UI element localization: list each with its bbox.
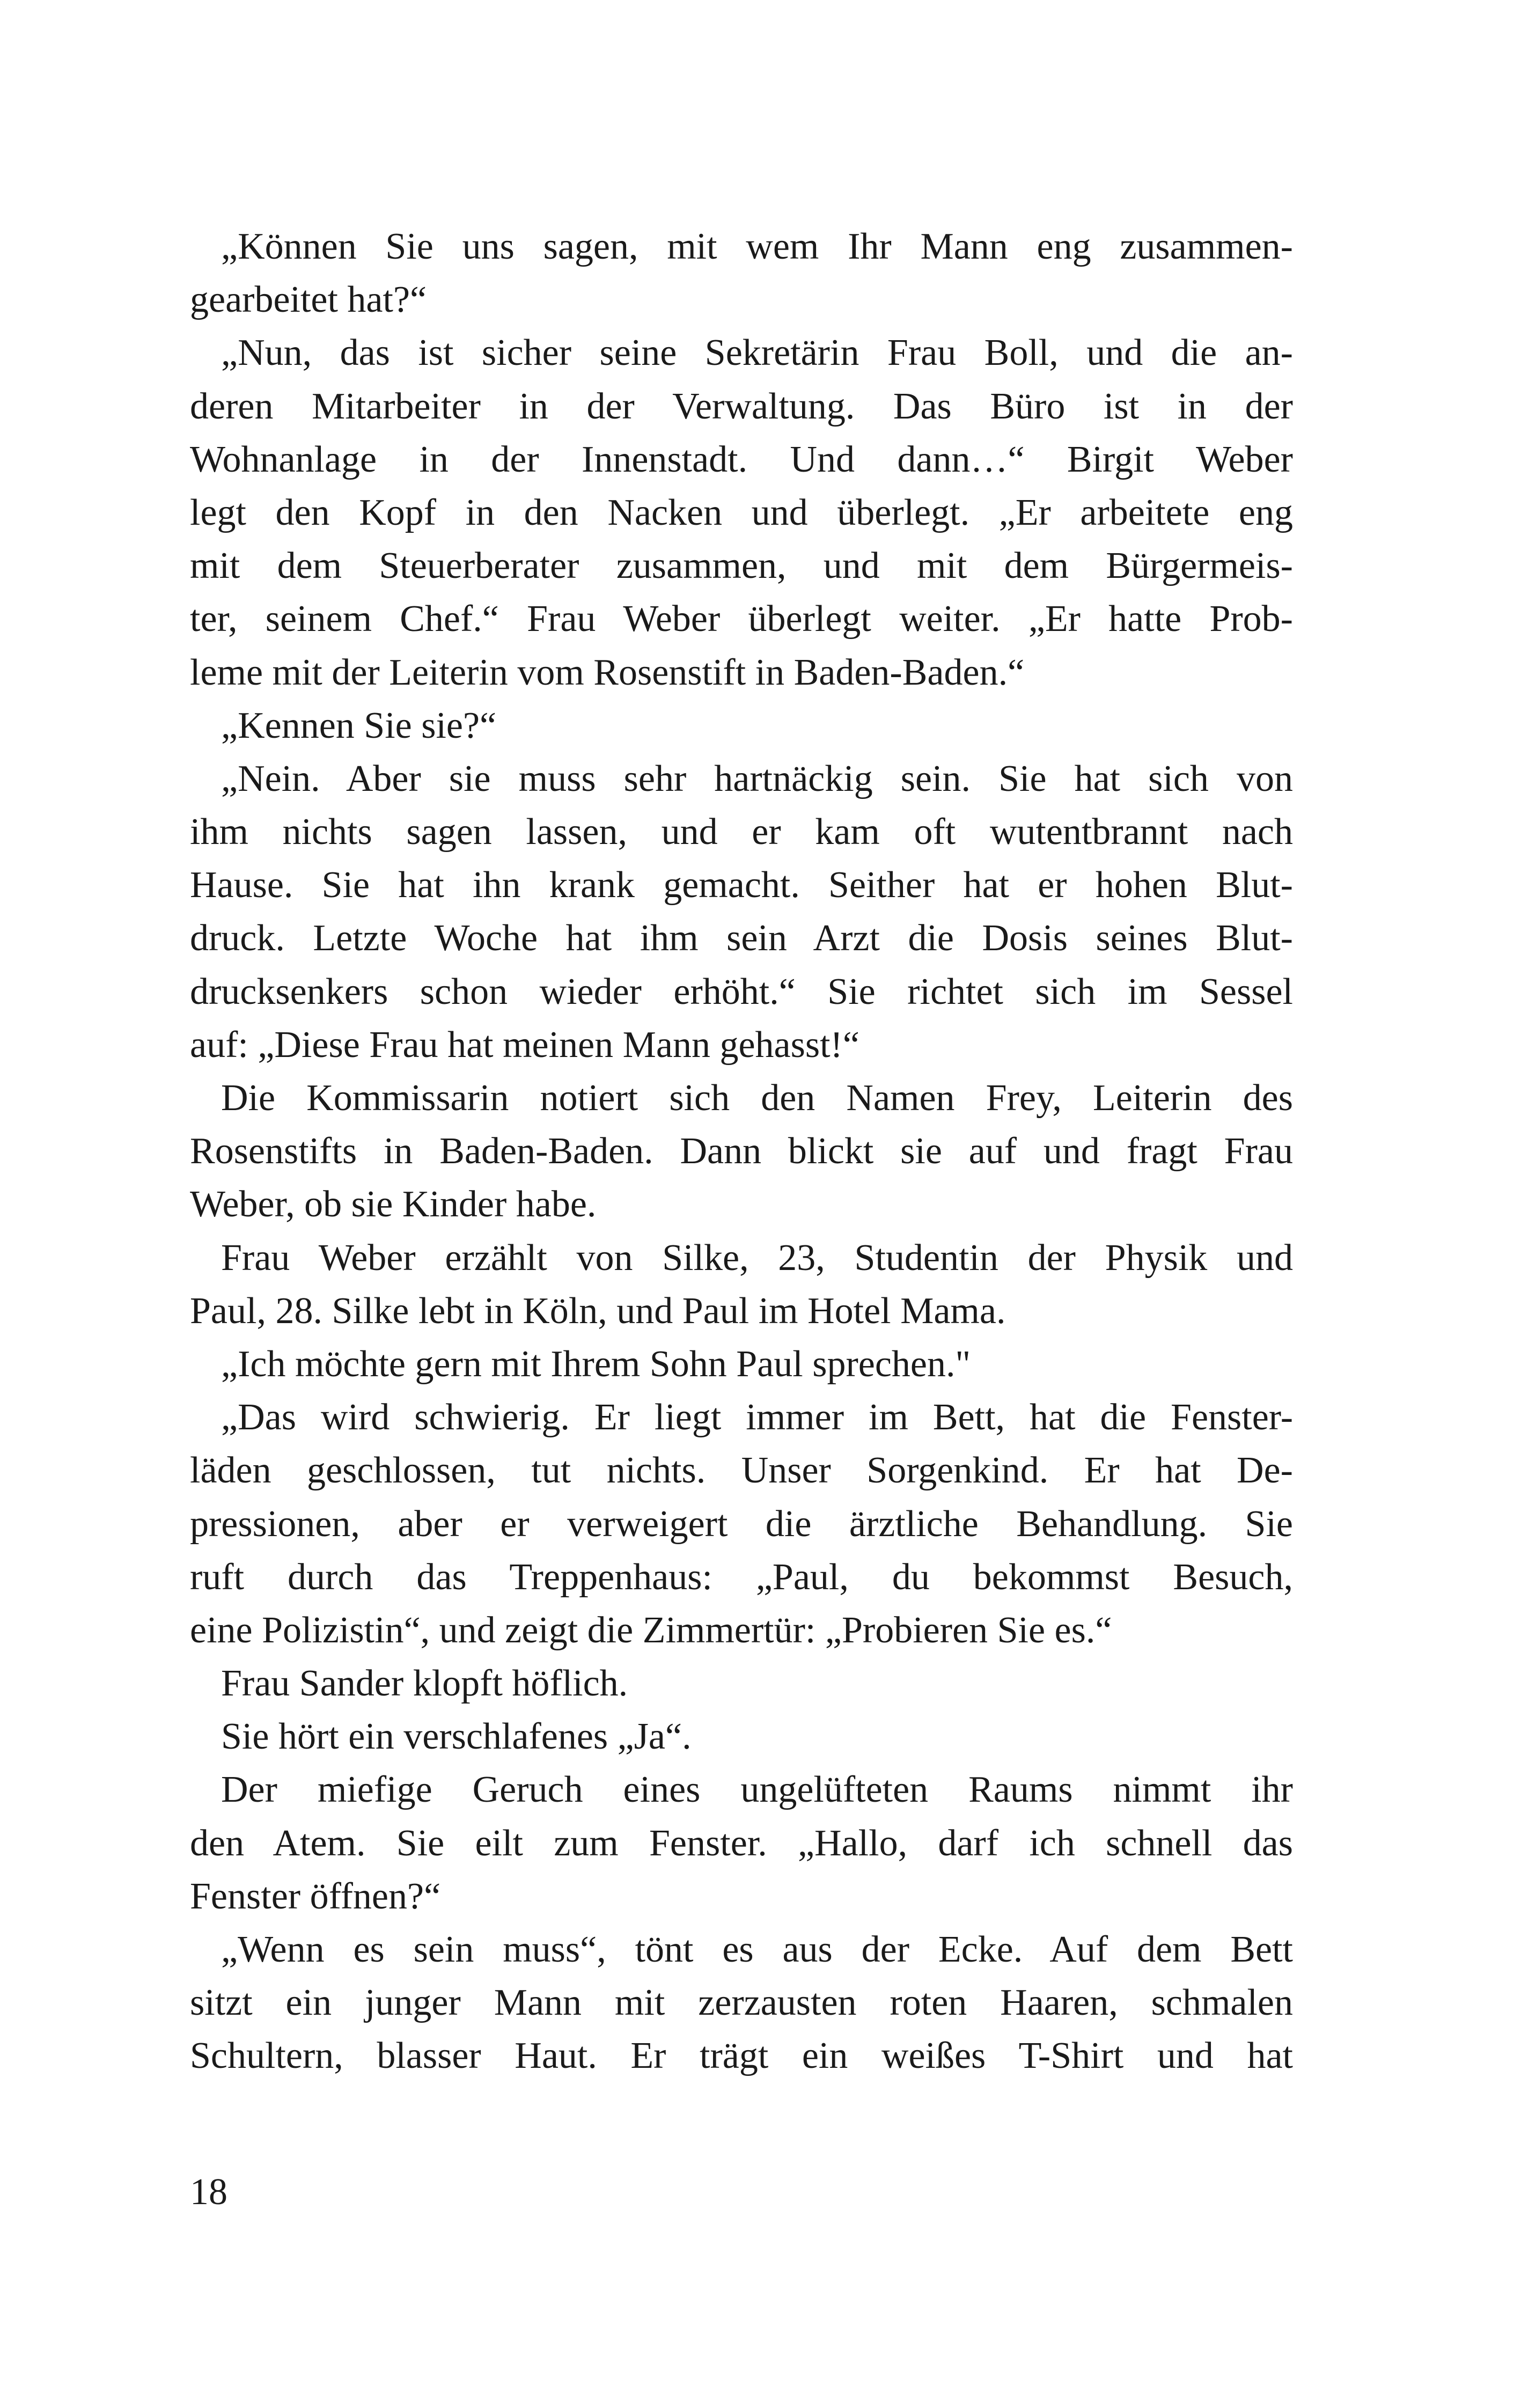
text-line: Rosenstifts in Baden-Baden. Dann blickt sie auf und fragt Frau: [190, 1130, 1293, 1172]
text-line: druck. Letzte Woche hat ihm sein Arzt die Dosis seines Blut-: [190, 917, 1293, 959]
text-line: „Ich möchte gern mit Ihrem Sohn Paul sprechen.": [221, 1343, 971, 1385]
text-line: Wohnanlage in der Innenstadt. Und dann…“ Birgit Weber: [190, 438, 1293, 480]
text-line: „Das wird schwierig. Er liegt immer im Bett, hat die Fenster-: [221, 1397, 1293, 1438]
text-line: „Nun, das ist sicher seine Sekretärin Frau Boll, und die an-: [221, 332, 1293, 374]
text-line: „Nein. Aber sie muss sehr hartnäckig sein. Sie hat sich von: [221, 758, 1293, 799]
text-line: „Kennen Sie sie?“: [221, 704, 497, 746]
text-line: Schultern, blasser Haut. Er trägt ein weißes T-Shirt und hat: [190, 2035, 1293, 2077]
text-line: Hause. Sie hat ihn krank gemacht. Seither hat er hohen Blut-: [190, 864, 1293, 906]
text-line: pressionen, aber er verweigert die ärztliche Behandlung. Sie: [190, 1503, 1293, 1545]
text-line: ter, seinem Chef.“ Frau Weber überlegt weiter. „Er hatte Prob-: [190, 598, 1293, 640]
text-line: Paul, 28. Silke lebt in Köln, und Paul im Hotel Mama.: [190, 1290, 1006, 1332]
body-text: [190, 220, 1293, 2083]
text-line: auf: „Diese Frau hat meinen Mann gehasst!“: [190, 1024, 859, 1066]
text-line: Frau Sander klopft höflich.: [221, 1663, 628, 1705]
text-line: „Wenn es sein muss“, tönt es aus der Ecke. Auf dem Bett: [221, 1929, 1293, 1970]
text-line: sitzt ein junger Mann mit zerzausten roten Haaren, schmalen: [190, 1982, 1293, 2024]
text-line: drucksenkers schon wieder erhöht.“ Sie richtet sich im Sessel: [190, 971, 1293, 1012]
text-line: Der miefige Geruch eines ungelüfteten Raums nimmt ihr: [221, 1769, 1293, 1811]
text-line: läden geschlossen, tut nichts. Unser Sorgenkind. Er hat De-: [190, 1450, 1293, 1492]
text-line: deren Mitarbeiter in der Verwaltung. Das Büro ist in der: [190, 385, 1293, 427]
text-line: leme mit der Leiterin vom Rosenstift in Baden-Baden.“: [190, 651, 1025, 693]
text-line: ruft durch das Treppenhaus: „Paul, du bekommst Besuch,: [190, 1556, 1293, 1598]
text-line: Frau Weber erzählt von Silke, 23, Studentin der Physik und: [221, 1237, 1293, 1279]
text-line: Fenster öffnen?“: [190, 1875, 441, 1917]
text-line: Sie hört ein verschlafenes „Ja“.: [221, 1716, 692, 1758]
text-line: eine Polizistin“, und zeigt die Zimmertür: „Probieren Sie es.“: [190, 1609, 1112, 1651]
text-line: Die Kommissarin notiert sich den Namen Frey, Leiterin des: [221, 1077, 1293, 1119]
text-line: gearbeitet hat?“: [190, 279, 427, 321]
text-line: Weber, ob sie Kinder habe.: [190, 1184, 597, 1225]
page-number: 18: [190, 2171, 227, 2213]
text-line: ihm nichts sagen lassen, und er kam oft wutentbrannt nach: [190, 811, 1293, 853]
text-line: den Atem. Sie eilt zum Fenster. „Hallo, darf ich schnell das: [190, 1822, 1293, 1864]
text-line: legt den Kopf in den Nacken und überlegt. „Er arbeitete eng: [190, 491, 1293, 533]
text-line: mit dem Steuerberater zusammen, und mit dem Bürgermeis-: [190, 545, 1293, 587]
text-line: „Können Sie uns sagen, mit wem Ihr Mann eng zusammen-: [221, 226, 1293, 267]
